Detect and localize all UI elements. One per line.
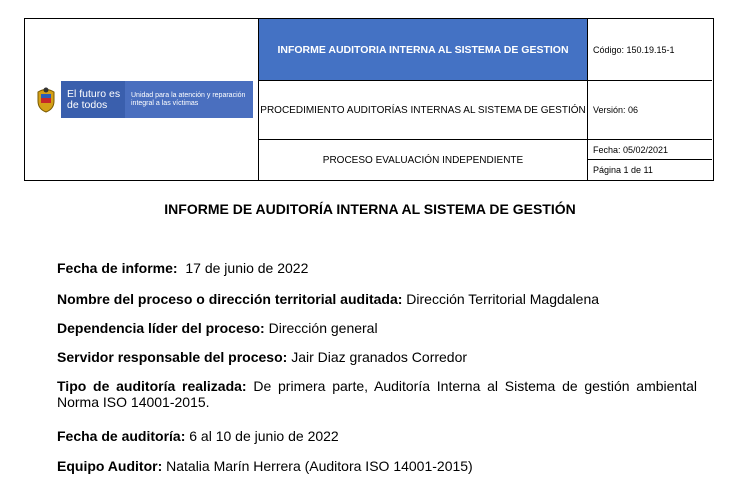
field-label: Equipo Auditor: [57, 458, 163, 474]
header-metadata-column [587, 19, 713, 180]
report-header-title: INFORME AUDITORIA INTERNA AL SISTEMA DE GESTION [259, 19, 587, 81]
field-label: Dependencia líder del proceso: [57, 320, 265, 336]
pagina-label: Página 1 de 11 [593, 165, 653, 175]
header-middle-column [259, 19, 587, 180]
field-dependencia-lider [57, 320, 697, 336]
procedure-name: PROCEDIMIENTO AUDITORÍAS INTERNAS AL SISTEMA DE GESTIÓN [259, 81, 587, 140]
coat-of-arms-icon [31, 83, 61, 117]
field-value: Jair Diaz granados Corredor [291, 349, 468, 365]
field-value: Natalia Marín Herrera (Auditora ISO 14001-2015) [166, 458, 473, 474]
field-fecha-informe [57, 260, 697, 276]
field-label: Nombre del proceso o dirección territorial auditada: [57, 291, 403, 307]
field-value: Dirección Territorial Magdalena [406, 291, 600, 307]
el-futuro-es-de-todos-label: El futuro es de todos [61, 81, 125, 118]
field-label: Tipo de auditoría realizada: [57, 378, 247, 394]
document-title: INFORME DE AUDITORÍA INTERNA AL SISTEMA DE GESTIÓN [164, 201, 576, 217]
field-value: 6 al 10 de junio de 2022 [189, 428, 339, 444]
field-proceso-auditado [57, 291, 697, 307]
fecha-label: Fecha: 05/02/2021 [588, 140, 712, 160]
field-fecha-auditoria [57, 428, 697, 444]
field-equipo-auditor [57, 458, 697, 474]
unidad-victimas-label: Unidad para la atención y reparación integral a las víctimas [125, 81, 253, 118]
document-header-table [24, 18, 714, 181]
field-label: Fecha de auditoría: [57, 428, 186, 444]
field-value: 17 de junio de 2022 [185, 260, 309, 276]
field-tipo-auditoria [57, 378, 697, 410]
process-name: PROCESO EVALUACIÓN INDEPENDIENTE [322, 154, 524, 166]
logo-cell [25, 19, 259, 180]
field-label: Servidor responsable del proceso: [57, 349, 288, 365]
field-label: Fecha de informe: [57, 260, 178, 276]
version-label: Versión: 06 [588, 81, 712, 140]
institution-logo [31, 81, 253, 118]
field-value: Dirección general [268, 320, 378, 336]
codigo-label: Código: 150.19.15-1 [588, 19, 712, 81]
field-value: De primera parte, Auditoría Interna al Sistema de gestión ambiental Norma ISO 14001-2015. [57, 378, 697, 410]
field-servidor-responsable [57, 349, 697, 365]
